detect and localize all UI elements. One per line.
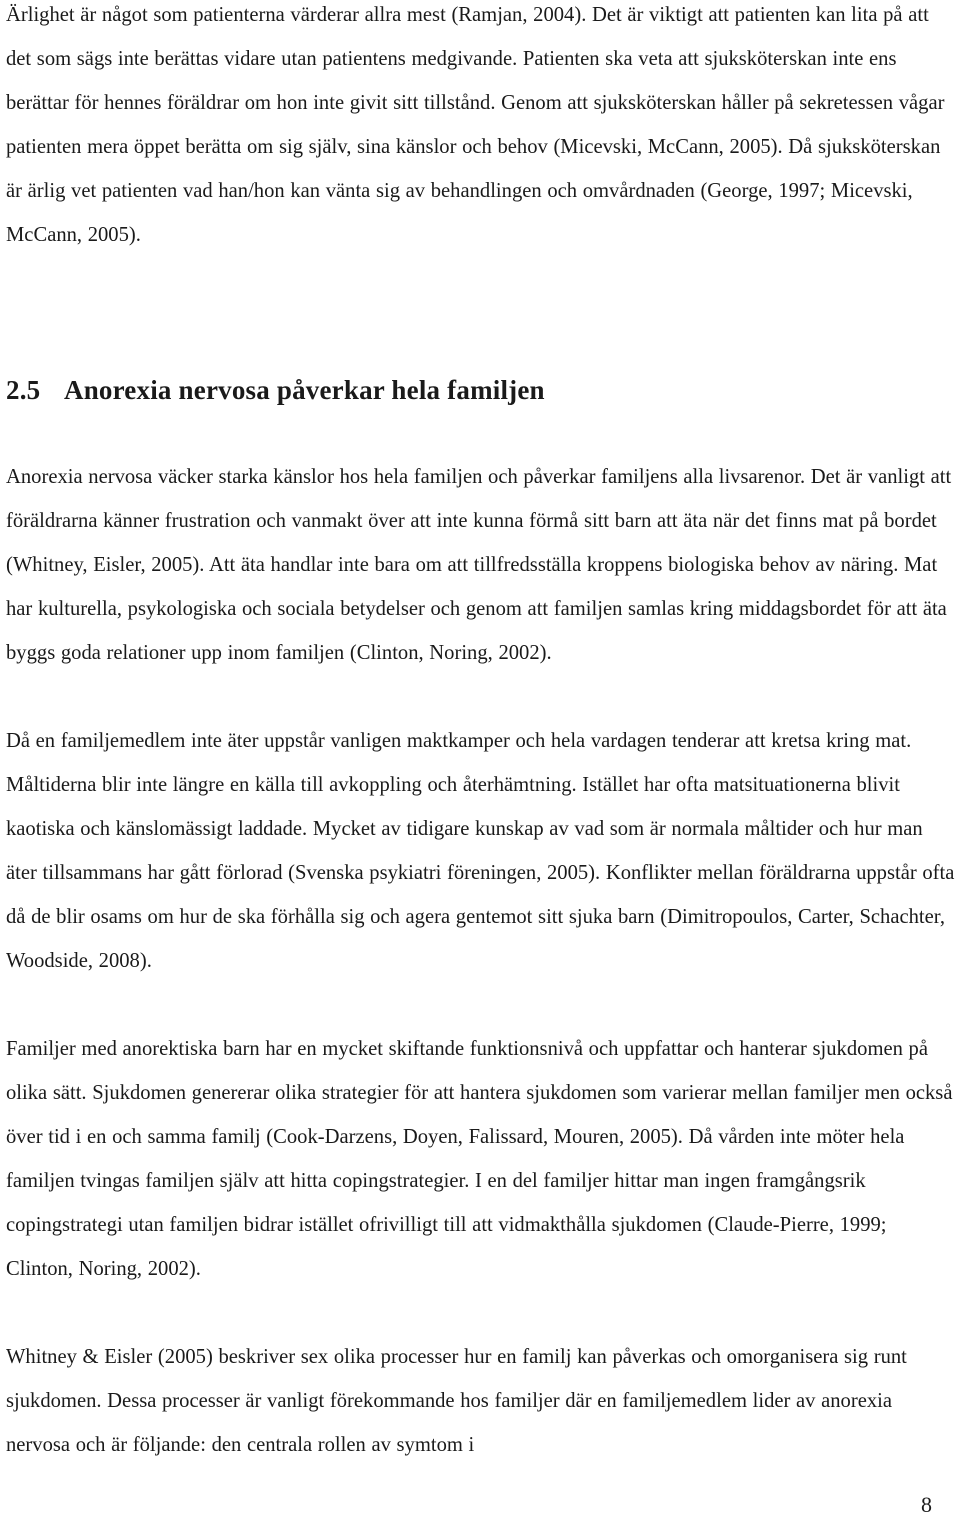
paragraph-text: Då en familjemedlem inte äter uppstår vanligen maktkamper och hela vardagen tenderar att kretsa kring mat. Måltiderna blir inte längre en källa till avkoppling och återhämtning. Istället har ofta matsituationerna blivit kaotiska och känslomässigt laddade. Mycket av tidigare kunskap av vad som är normala måltider och hur man äter tillsammans har gått förlorad (Svenska psykiatri föreningen, 2005). Konflikter mellan föräldrarna uppstår ofta då de blir osams om hur de ska förhålla sig och agera gentemot sitt sjuka barn (Dimitropoulos, Carter, Schachter, Woodside, 2008). xyxy=(6,730,955,972)
paragraph-power-struggles xyxy=(6,719,958,983)
page-number: 8 xyxy=(921,1492,932,1517)
paragraph-text: Anorexia nervosa väcker starka känslor hos hela familjen och påverkar familjens alla livsarenor. Det är vanligt att föräldrarna känner frustration och vanmakt över att inte kunna förmå sitt barn att äta när det finns mat på bordet (Whitney, Eisler, 2005). Att äta handlar inte bara om att tillfredsställa kroppens biologiska behov av näring. Mat har kulturella, psykologiska och sociala betydelser och genom att familjen samlas kring middagsbordet för att äta byggs goda relationer upp inom familjen (Clinton, Noring, 2002). xyxy=(6,466,952,664)
paragraph-text: Familjer med anorektiska barn har en mycket skiftande funktionsnivå och uppfattar och hanterar sjukdomen på olika sätt. Sjukdomen genererar olika strategier för att hantera sjukdomen som varierar mellan familjer men också över tid i en och samma familj (Cook-Darzens, Doyen, Falissard, Mouren, 2005). Då vården inte möter hela familjen tvingas familjen själv att hitta copingstrategier. I en del familjer hittar man ingen framgångsrik copingstrategi utan familjen bidrar istället ofrivilligt till att vidmakthålla sjukdomen (Claude-Pierre, 1999; Clinton, Noring, 2002). xyxy=(6,1038,953,1280)
section-heading xyxy=(6,375,545,406)
section-title: Anorexia nervosa påverkar hela familjen xyxy=(64,375,545,405)
paragraph-family-emotions xyxy=(6,455,958,675)
paragraph-text: Whitney & Eisler (2005) beskriver sex olika processer hur en familj kan påverkas och omorganisera sig runt sjukdomen. Dessa processer är vanligt förekommande hos familjer där en familjemedlem lider av anorexia nervosa och är följande: den centrala rollen av symtom i xyxy=(6,1346,907,1456)
paragraph-processes xyxy=(6,1335,958,1467)
section-number: 2.5 xyxy=(6,375,41,405)
paragraph-text: Ärlighet är något som patienterna värderar allra mest (Ramjan, 2004). Det är viktigt att patienten kan lita på att det som sägs inte berättas vidare utan patientens medgivande. Patienten ska veta att sjuksköterskan inte ens berättar för hennes föräldrar om hon inte givit sitt tillstånd. Genom att sjuksköterskan håller på sekretessen vågar patienten mera öppet berätta om sig själv, sina känslor och behov (Micevski, McCann, 2005). Då sjuksköterskan är ärlig vet patienten vad han/hon kan vänta sig av behandlingen och omvårdnaden (George, 1997; Micevski, McCann, 2005). xyxy=(6,4,945,246)
paragraph-coping xyxy=(6,1027,958,1291)
paragraph-honesty xyxy=(6,0,958,257)
